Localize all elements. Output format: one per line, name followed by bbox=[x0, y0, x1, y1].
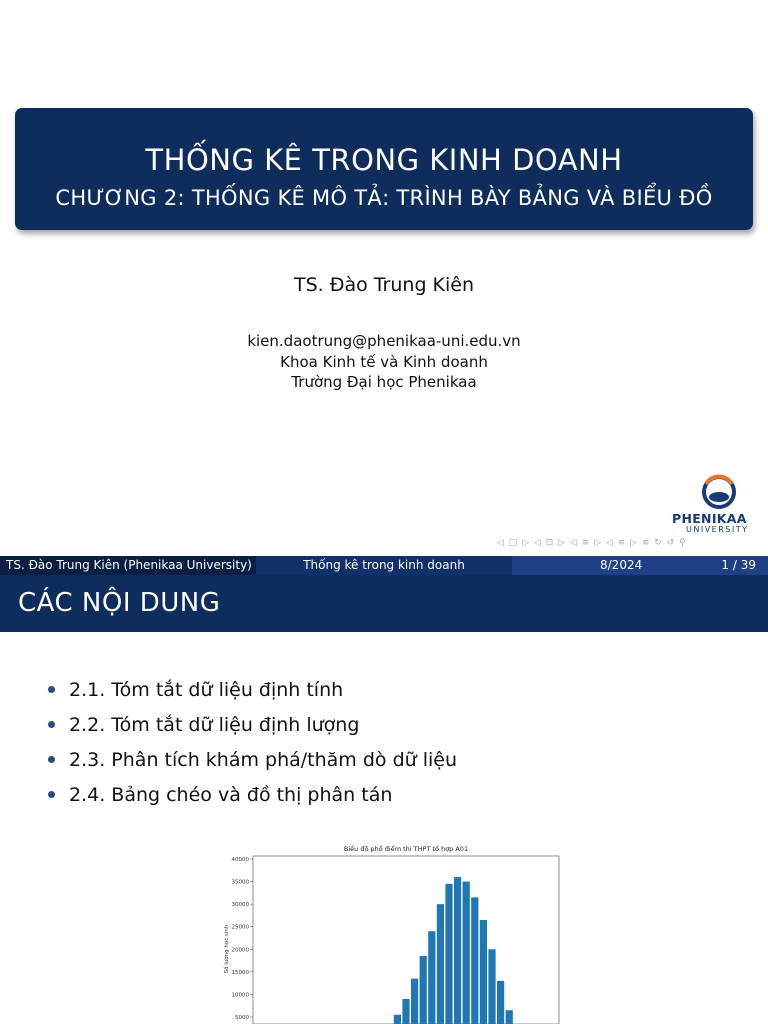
author-name: TS. Đào Trung Kiên bbox=[293, 274, 475, 296]
bullet-icon bbox=[48, 791, 55, 798]
chart-bar bbox=[445, 884, 452, 1024]
chart-bar bbox=[488, 949, 495, 1024]
y-tick-label: 40000 bbox=[231, 857, 249, 863]
y-ticks bbox=[232, 857, 254, 1021]
frame-title-bar bbox=[0, 575, 768, 632]
chart-bar bbox=[428, 931, 435, 1024]
y-tick-label: 5000 bbox=[235, 1015, 249, 1021]
y-tick-label: 15000 bbox=[231, 969, 249, 976]
chart-bar bbox=[471, 897, 478, 1024]
list-item-text: 2.2. Tóm tắt dữ liệu định lượng bbox=[69, 714, 360, 736]
list-item bbox=[46, 747, 457, 782]
frame-title: CÁC NỘI DUNG bbox=[18, 588, 221, 618]
chart-bar bbox=[497, 981, 504, 1024]
chart-bar bbox=[463, 882, 470, 1024]
logo-wordmark: PHENIKAA bbox=[672, 511, 747, 526]
y-tick-label: 10000 bbox=[231, 992, 249, 999]
chapter-subtitle: CHƯƠNG 2: THỐNG KÊ MÔ TẢ: TRÌNH BÀY BẢNG VÀ BIỂU ĐỒ bbox=[55, 186, 713, 210]
list-item-text: 2.1. Tóm tắt dữ liệu định tính bbox=[69, 679, 344, 701]
y-tick-label: 30000 bbox=[231, 902, 249, 909]
chart-bar bbox=[394, 1015, 401, 1024]
y-axis-label: Số lượng học sinh bbox=[224, 924, 230, 974]
chart-bar bbox=[506, 1010, 513, 1024]
y-tick-label: 35000 bbox=[231, 879, 249, 886]
bullet-icon bbox=[48, 686, 55, 693]
footer-right bbox=[512, 556, 768, 575]
chart-bar bbox=[402, 999, 409, 1024]
chart-bar bbox=[437, 904, 444, 1024]
chart-bar bbox=[480, 920, 487, 1024]
y-tick-label: 25000 bbox=[231, 924, 249, 931]
department-name: Khoa Kinh tế và Kinh doanh bbox=[280, 353, 488, 371]
list-item bbox=[46, 782, 457, 817]
y-tick-label: 20000 bbox=[231, 947, 249, 954]
bullet-icon bbox=[48, 721, 55, 728]
chart-bar bbox=[411, 979, 418, 1024]
list-item bbox=[46, 712, 457, 747]
footer-date: 8/2024 bbox=[600, 558, 643, 572]
logo-subtext: UNIVERSITY bbox=[686, 525, 749, 534]
chart-bar bbox=[454, 877, 461, 1024]
footer-page-number: 1 / 39 bbox=[721, 558, 756, 572]
contents-slide bbox=[0, 575, 768, 1024]
school-name: Trường Đại học Phenikaa bbox=[291, 373, 477, 391]
chart-bar bbox=[420, 956, 427, 1024]
presentation-title: THỐNG KÊ TRONG KINH DOANH bbox=[145, 143, 623, 177]
contents-list bbox=[46, 677, 457, 817]
plot-area bbox=[253, 856, 559, 1024]
list-item-text: 2.3. Phân tích khám phá/thăm dò dữ liệu bbox=[69, 749, 457, 771]
bullet-icon bbox=[48, 756, 55, 763]
footer-course: Thống kê trong kinh doanh bbox=[256, 556, 512, 575]
author-email: kien.daotrung@phenikaa-uni.edu.vn bbox=[247, 332, 521, 350]
footer-author: TS. Đào Trung Kiên (Phenikaa University) bbox=[0, 556, 256, 575]
slide-footer bbox=[0, 556, 768, 575]
score-distribution-chart bbox=[220, 841, 570, 1024]
list-item-text: 2.4. Bảng chéo và đồ thị phân tán bbox=[69, 784, 393, 806]
list-item bbox=[46, 677, 457, 712]
chart-title: Biểu đồ phổ điểm thi THPT tổ hợp A01 bbox=[343, 845, 469, 853]
beamer-navigation-icons[interactable]: ◁ □ ▷ ◁ ⊡ ▷ ◁ ≡ ▷ ◁ ≡ ▷ ≡ ↻ ↺ ⚲ bbox=[497, 538, 687, 548]
